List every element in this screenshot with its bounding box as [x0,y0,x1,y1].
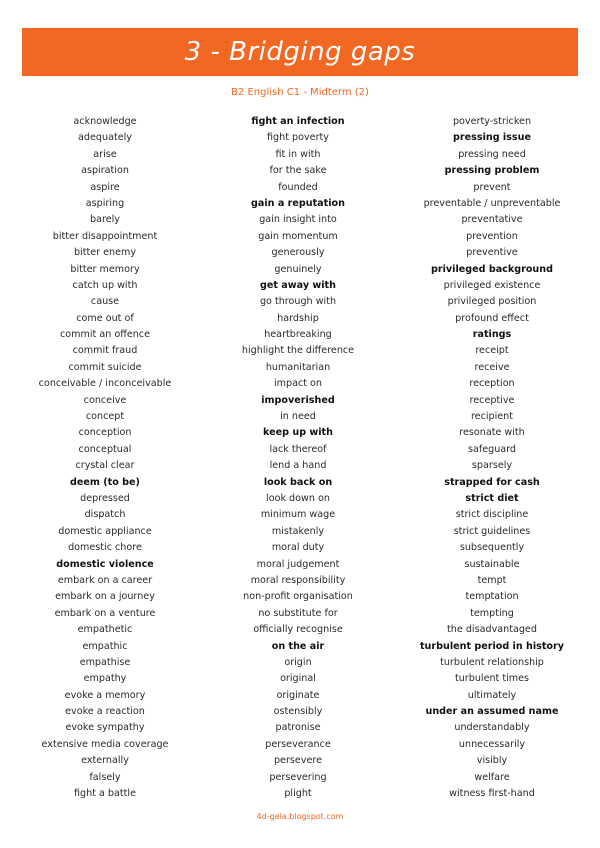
vocabulary-term: acknowledge [73,116,137,127]
vocabulary-term: mistakenly [271,525,325,537]
vocabulary-term: highlight the difference [241,345,355,357]
vocabulary-term: crystal clear [75,460,135,472]
vocabulary-term: moral judgement [256,558,340,570]
vocabulary-term: gain a reputation [251,197,345,209]
vocabulary-term: domestic appliance [58,525,152,537]
vocabulary-term: aspiration [81,165,129,177]
vocabulary-term: catch up with [72,279,138,291]
vocabulary-term: fight poverty [267,132,329,144]
vocabulary-term: fit in with [275,148,321,160]
page-title: 3 - Bridging gaps [184,37,416,67]
vocabulary-term: moral duty [271,542,325,554]
vocabulary-term: embark on a venture [54,607,156,619]
vocabulary-term: sparsely [471,460,513,472]
vocabulary-term: visibly [476,755,508,767]
vocabulary-term: officially recognise [253,624,343,636]
vocabulary-term: generously [271,247,325,259]
vocabulary-term: commit suicide [68,361,142,373]
vocabulary-term: tempt [477,574,507,586]
vocabulary-term: empathetic [77,624,133,636]
vocabulary-term: tempting [470,607,514,619]
vocabulary-term: turbulent period in history [419,640,565,652]
vocabulary-term: originate [276,689,320,701]
vocabulary-term: aspiring [85,197,125,209]
vocabulary-term: conceptual [78,443,132,455]
vocabulary-column-3 [396,114,588,802]
vocabulary-term: in need [280,411,316,423]
vocabulary-term: ultimately [467,689,517,701]
vocabulary-term: conceivable / inconceivable [38,378,172,390]
vocabulary-term: founded [278,181,318,193]
vocabulary-term: turbulent times [454,673,530,685]
vocabulary-term: on the air [271,640,325,652]
vocabulary-term: humanitarian [265,361,331,373]
vocabulary-term: welfare [474,771,510,783]
vocabulary-term: dispatch [84,509,126,521]
vocabulary-term: prevention [466,230,518,242]
vocabulary-term: privileged background [431,263,553,275]
vocabulary-term: non-profit organisation [243,591,353,603]
vocabulary-term: embark on a career [57,574,153,586]
vocabulary-term: go through with [259,296,337,308]
vocabulary-term: empathy [83,673,127,685]
vocabulary-term: impoverished [261,394,335,406]
vocabulary-term: get away with [260,279,336,291]
vocabulary-term: depressed [80,492,130,504]
vocabulary-term: evoke a reaction [65,706,145,718]
vocabulary-term: ostensibly [273,706,323,718]
vocabulary-term: persevere [273,755,323,767]
vocabulary-term: impact on [273,378,322,390]
vocabulary-term: look down on [266,492,330,504]
vocabulary-term: commit an offence [60,329,150,341]
vocabulary-term: unnecessarily [458,738,526,750]
vocabulary-term: the disadvantaged [447,624,537,636]
vocabulary-term: deem (to be) [70,476,140,488]
vocabulary-term: strict diet [465,492,519,504]
vocabulary-term: turbulent relationship [440,656,544,668]
vocabulary-term: aspire [90,181,120,193]
vocabulary-term: empathic [82,640,128,652]
vocabulary-term: plight [284,788,312,800]
vocabulary-term: bitter memory [70,263,140,275]
vocabulary-term: bitter disappointment [52,230,158,242]
vocabulary-term: under an assumed name [425,706,559,718]
vocabulary-term: patronise [275,722,321,734]
vocabulary-term: receive [474,361,510,373]
vocabulary-term: privileged existence [443,279,541,291]
vocabulary-term: commit fraud [72,345,138,357]
vocabulary-term: strict discipline [455,509,529,521]
vocabulary-term: hardship [277,312,319,324]
vocabulary-term: arise [93,148,117,160]
vocabulary-term: evoke sympathy [65,722,145,734]
vocabulary-term: poverty-stricken [452,116,532,127]
vocabulary-term: domestic chore [68,542,142,554]
vocabulary-term: cause [90,296,120,308]
vocabulary-term: understandably [454,722,530,734]
vocabulary-term: conception [78,427,132,439]
vocabulary-term: keep up with [263,427,333,439]
vocabulary-term: bitter enemy [73,247,137,259]
vocabulary-term: fight an infection [251,116,345,127]
vocabulary-term: externally [81,755,129,767]
vocabulary-term: origin [284,656,312,668]
vocabulary-term: recipient [470,411,514,423]
vocabulary-term: evoke a memory [64,689,146,701]
vocabulary-term: fight a battle [73,788,136,800]
footer-url[interactable]: 4d-gela.blogspot.com [256,812,344,821]
vocabulary-term: perseverance [265,738,331,750]
vocabulary-term: preventative [461,214,523,226]
vocabulary-term: no substitute for [258,607,338,619]
vocabulary-column-2 [203,114,393,802]
vocabulary-term: pressing issue [453,132,531,144]
vocabulary-term: falsely [89,771,121,783]
page-subtitle: B2 English C1 - Midterm (2) [231,87,369,98]
vocabulary-term: genuinely [274,263,322,275]
vocabulary-term: moral responsibility [250,574,346,586]
vocabulary-term: conceive [83,394,127,406]
vocabulary-term: barely [90,214,120,226]
vocabulary-term: for the sake [269,165,327,177]
vocabulary-term: embark on a journey [55,591,155,603]
vocabulary-term: look back on [263,476,333,488]
vocabulary-column-1 [10,114,200,802]
vocabulary-term: domestic violence [56,558,154,570]
vocabulary-term: temptation [465,591,519,603]
vocabulary-term: preventable / unpreventable [423,197,561,209]
vocabulary-term: lend a hand [269,460,327,472]
vocabulary-term: original [280,673,316,685]
title-banner [22,28,578,76]
vocabulary-term: extensive media coverage [41,738,169,750]
vocabulary-term: receptive [469,394,515,406]
vocabulary-term: strapped for cash [444,476,540,488]
vocabulary-term: adequately [78,132,132,144]
vocabulary-term: subsequently [459,542,525,554]
vocabulary-term: resonate with [459,427,525,439]
vocabulary-term: minimum wage [260,509,336,521]
vocabulary-term: prevent [473,181,511,193]
vocabulary-term: reception [469,378,515,390]
vocabulary-term: witness first-hand [449,788,535,800]
vocabulary-term: preventive [466,247,518,259]
vocabulary-term: heartbreaking [264,329,332,341]
vocabulary-term: pressing need [458,148,526,160]
vocabulary-term: sustainable [464,558,520,570]
vocabulary-term: profound effect [455,312,529,324]
vocabulary-term: ratings [472,329,512,341]
vocabulary-term: gain momentum [258,230,338,242]
vocabulary-term: empathise [79,656,131,668]
vocabulary-term: lack thereof [269,443,327,455]
vocabulary-term: safeguard [467,443,517,455]
vocabulary-term: strict guidelines [453,525,531,537]
vocabulary-term: gain insight into [259,214,337,226]
vocabulary-term: concept [85,411,125,423]
vocabulary-term: persevering [269,771,327,783]
vocabulary-term: privileged position [447,296,537,308]
vocabulary-term: receipt [475,345,509,357]
vocabulary-term: come out of [76,312,134,324]
vocabulary-term: pressing problem [444,165,540,177]
